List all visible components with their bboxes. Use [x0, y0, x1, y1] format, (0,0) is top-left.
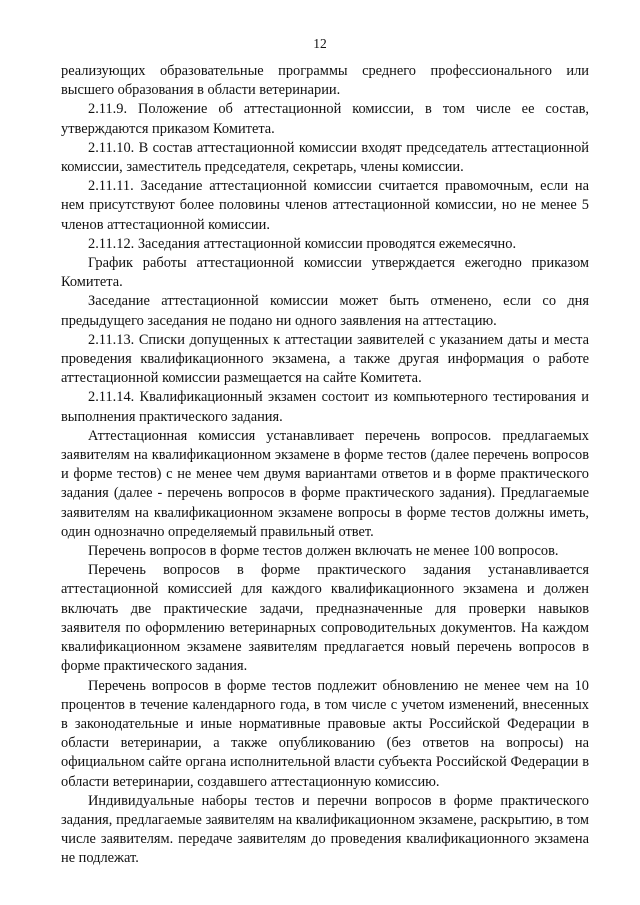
paragraph-2-11-9: 2.11.9. Положение об аттестационной комиссии, в том числе ее состав, утверждаются приказом Комитета. — [61, 101, 589, 137]
paragraph-2-11-13: 2.11.13. Списки допущенных к аттестации заявителей с указанием даты и места проведения квалификационного экзамена, а также другая информация о работе аттестационной комиссии размещается на сайте Комитета. — [61, 331, 589, 387]
paragraph-2-11-12: 2.11.12. Заседания аттестационной комиссии проводятся ежемесячно. — [88, 235, 517, 252]
paragraph-test-count: Перечень вопросов в форме тестов должен включать не менее 100 вопросов. — [88, 543, 559, 560]
page-number: 12 — [313, 36, 327, 51]
document-body — [61, 62, 589, 869]
paragraph-confidentiality: Индивидуальные наборы тестов и перечни вопросов в форме практического задания, предлагаемые заявителям на квалификационном экзамене, раскрытию, в том числе заявителям. передаче заявителям до проведения квалификационного экзамена не подлежат. — [61, 792, 589, 867]
paragraph-schedule: График работы аттестационной комиссии утверждается ежегодно приказом Комитета. — [61, 255, 589, 291]
paragraph-2-11-14: 2.11.14. Квалификационный экзамен состоит из компьютерного тестирования и выполнения практического задания. — [61, 389, 589, 425]
paragraph-2-11-10: 2.11.10. В состав аттестационной комиссии входят председатель аттестационной комиссии, заместитель председателя, секретарь, члены комиссии. — [61, 139, 589, 176]
paragraph-cancellation: Заседание аттестационной комиссии может быть отменено, если со дня предыдущего заседания не подано ни одного заявления на аттестацию. — [61, 293, 589, 329]
paragraph-practical-task: Перечень вопросов в форме практического задания устанавливается аттестационной комиссией для каждого квалификационного экзамена и должен включать две практические задачи, предназначенные для проверки навыков заявителя по оформлению ветеринарных сопроводительных документов. На каждом квалификационном экзамене заявителям предлагается новый перечень вопросов в форме практического задания. — [61, 562, 589, 675]
paragraph-2-11-11: 2.11.11. Заседание аттестационной комиссии считается правомочным, если на нем присутствуют более половины членов аттестационной комиссии, но не менее 5 членов аттестационной комиссии. — [61, 178, 589, 233]
paragraph-question-list: Аттестационная комиссия устанавливает перечень вопросов. предлагаемых заявителям на квалификационном экзамене в форме тестов (далее перечень вопросов и форме тестов) с не менее чем двумя вариантами ответов и в форме практического задания (далее - перечень вопросов в форме практического задания). Предлагаемые заявителям на квалификационном экзамене вопросы в форме тестов должны иметь, один однозначно определяемый правильный ответ. — [61, 427, 589, 540]
paragraph-continuation: реализующих образовательные программы среднего профессионального или высшего образования в области ветеринарии. — [61, 63, 589, 99]
paragraph-update: Перечень вопросов в форме тестов подлежит обновлению не менее чем на 10 процентов в течение календарного года, в том числе с учетом изменений, внесенных в законодательные и иные нормативные правовые акты Российской Федерации в области ветеринарии, а также опубликованию (без ответов на вопросы) на официальном сайте органа исполнительной власти субъекта Российской Федерации в области ветеринарии, создавшего аттестационную комиссию. — [61, 677, 589, 790]
